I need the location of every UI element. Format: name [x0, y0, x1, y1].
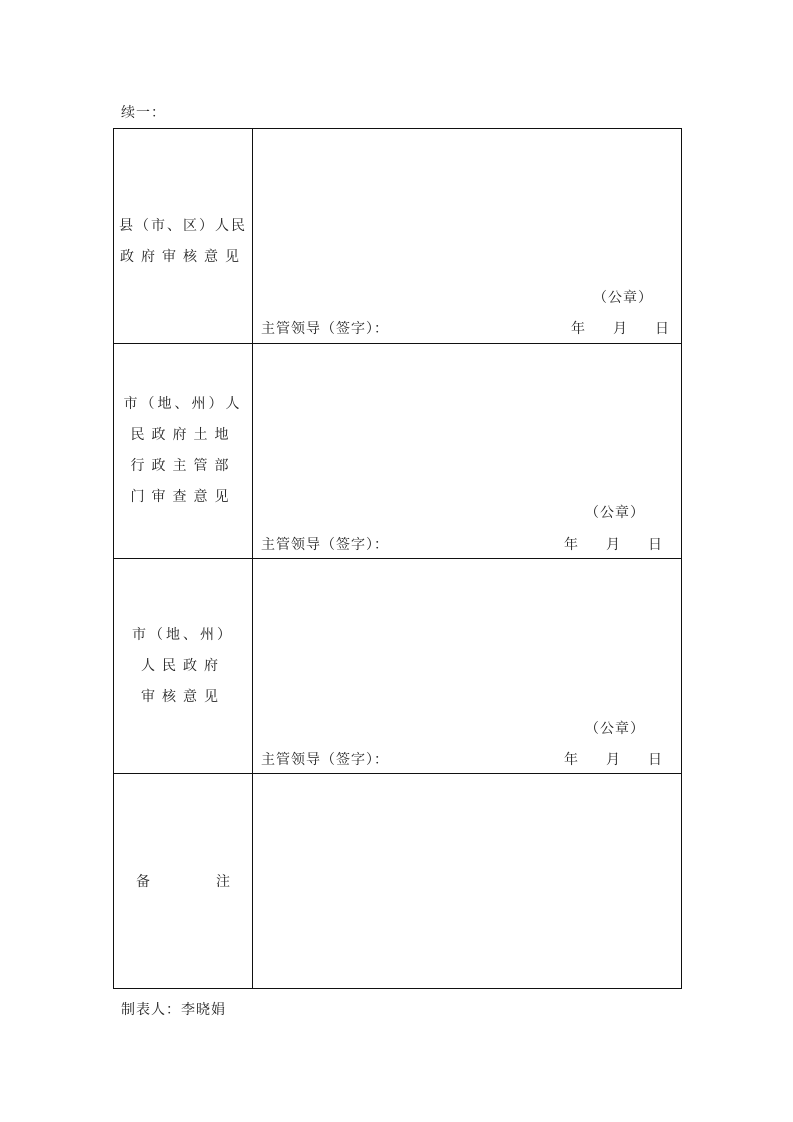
- date-year: 年: [564, 537, 578, 553]
- date-month: 月: [613, 321, 627, 337]
- label-line: 县（市、区）人民: [119, 218, 247, 234]
- label-line: 门审查意见: [130, 489, 236, 505]
- remarks-cell[interactable]: [253, 774, 682, 989]
- signature-label: 主管领导（签字）：: [261, 321, 389, 337]
- table-row-remarks: [114, 774, 682, 989]
- date-line: [564, 534, 662, 554]
- label-line: 政府审核意见: [120, 249, 246, 265]
- prepared-by: 制表人：李晓娟: [121, 1002, 226, 1018]
- seal-label: （公章）: [585, 505, 645, 521]
- row-label-city-land: [114, 344, 253, 559]
- row-label-county: [114, 129, 253, 344]
- label-line: 市（地、州）人: [123, 396, 243, 412]
- table-row-city-gov: [114, 559, 682, 774]
- seal-label: （公章）: [593, 290, 653, 306]
- label-line: 审核意见: [141, 688, 225, 705]
- date-day: 日: [655, 321, 669, 337]
- row-label-city-gov: [114, 559, 253, 774]
- date-month: 月: [606, 752, 620, 768]
- label-line: 市（地、州）: [132, 626, 234, 643]
- date-month: 月: [606, 537, 620, 553]
- date-line: [571, 318, 669, 338]
- date-day: 日: [648, 752, 662, 768]
- signature-label: 主管领导（签字）：: [261, 752, 389, 768]
- opinion-cell-city-gov[interactable]: [253, 559, 682, 774]
- seal-label: （公章）: [585, 721, 645, 737]
- table-row-city-land: [114, 344, 682, 559]
- approval-table: [113, 128, 682, 989]
- page-heading: 续一：: [121, 105, 166, 121]
- date-year: 年: [571, 321, 585, 337]
- date-year: 年: [564, 752, 578, 768]
- row-label-remarks: [114, 774, 253, 989]
- table-row-county: [114, 129, 682, 344]
- label-line: 行政主管部: [130, 458, 236, 474]
- remarks-label-left: 备: [136, 874, 150, 890]
- label-line: 民政府土地: [130, 427, 236, 443]
- date-day: 日: [648, 537, 662, 553]
- remarks-label-right: 注: [216, 874, 230, 890]
- opinion-cell-county[interactable]: [253, 129, 682, 344]
- opinion-cell-city-land[interactable]: [253, 344, 682, 559]
- label-line: 人民政府: [141, 657, 225, 674]
- signature-label: 主管领导（签字）：: [261, 537, 389, 553]
- date-line: [564, 749, 662, 769]
